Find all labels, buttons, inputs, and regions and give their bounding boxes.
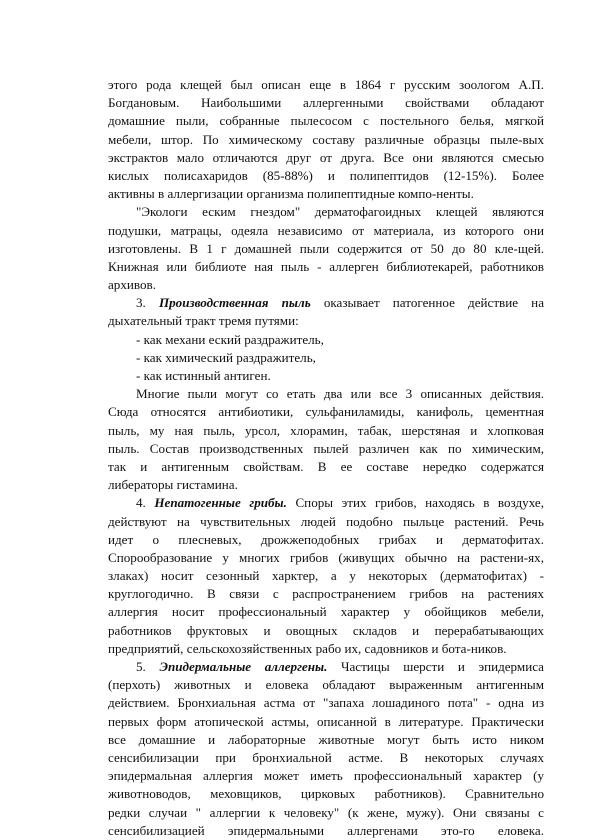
text-line: пыль, му ная пыль, урсол, хлорамин, табак, шерстяная и хлопковая <box>108 422 544 438</box>
text-line: действием. Бронхиальная астма от "запаха лошадиного пота" - одна из <box>108 695 544 711</box>
text-line: редки случаи " аллергии к человеку" (к жене, мужу). Они связаны с <box>108 804 544 820</box>
section-text: Частицы шерсти и эпидермиса <box>327 659 544 674</box>
text-line: Многие пыли могут со етать два или все 3 описанных действия. <box>136 386 544 402</box>
text-line: "Экологи еским гнездом" дерматофагоидных клещей являются <box>136 204 544 220</box>
section-text: Споры этих грибов, находясь в воздухе, <box>286 495 545 511</box>
text-line <box>108 294 544 312</box>
text-line: круглогодично. В связи с распространением грибов на растениях <box>108 586 544 602</box>
text-line: идет о плесневых, дрожжеподобных грибах и дерматофитах. <box>108 531 544 547</box>
section-number: 5. <box>136 659 160 674</box>
text-line: дыхательный тракт тремя путями: <box>108 313 299 329</box>
text-line: пыль. Состав производственных пылей различен как по химическим, <box>108 440 544 456</box>
text-line: подушки, матрацы, одеяла независимо от материала, из которого они <box>108 222 544 238</box>
text-line: так и антигенным свойствам. В ее составе нередко содержатся <box>108 458 544 474</box>
section-heading: Эпидермальные аллергены. <box>159 659 328 674</box>
text-line: аллергия носит профессиональный характер у обойщиков мебели, <box>108 604 544 620</box>
text-line: сенсибилизации при бронхиальной астме. В некоторых случаях <box>108 749 544 765</box>
text-line: действуют на чувствительных людей подобно пыльце растений. Речь <box>108 513 544 529</box>
text-line: экстрактов мало отличаются друг от друга. Все они являются смесью <box>108 149 544 165</box>
text-line: Богдановым. Наибольшими аллергенными свойствами обладают <box>108 95 544 111</box>
text-line: изготовлены. В 1 г домашней пыли содержится от 50 до 80 кле-щей. <box>108 240 544 256</box>
text-line: первых форм атопической астмы, описанной в литературе. Практически <box>108 713 544 729</box>
text-line: предприятий, сельскохозяйственных рабо их, садовников и бота-ников. <box>108 640 507 656</box>
text-line: - как истинный антиген. <box>136 368 271 383</box>
text-line: либераторы гистамина. <box>108 477 238 493</box>
text-line: архивов. <box>108 277 157 293</box>
section-heading: Непатогенные грибы. <box>154 495 287 511</box>
text-line: Спорообразование у многих грибов (живущих обычно на растени-ях, <box>108 549 544 565</box>
text-line: этого рода клещей был описан еще в 1864 г русским зоологом А.П. <box>108 77 544 92</box>
text-line: все домашние и лабораторные животные могут быть исто ником <box>108 731 544 747</box>
section-heading: Производственная пыль <box>158 295 311 311</box>
text-line: кислых полисахаридов (85-88%) и полипептидов (12-15%). Более <box>108 167 544 183</box>
text-line: Книжная или библиоте ная пыль - аллерген библиотекарей, работников <box>108 258 544 274</box>
text-line: мебели, штор. По химическому составу различные образцы пыле-вых <box>108 131 544 147</box>
text-line: злаках) носит сезонный харктер, а у некоторых (дерматофитах) - <box>108 568 544 584</box>
text-line: сенсибилизацией эпидермальными аллергенами это-го еловека. <box>108 822 544 838</box>
text-line: Сюда относятся антибиотики, сульфаниламиды, канифоль, цементная <box>108 404 544 420</box>
text-line: (перхоть) животных и еловека обладают выраженным антигенным <box>108 677 544 693</box>
text-line <box>108 658 544 676</box>
text-line: эпидермальная аллергия может иметь профессиональный характер (у <box>108 768 544 784</box>
section-text: оказывает патогенное действие на <box>310 295 545 311</box>
text-line: - как механи еский раздражитель, <box>136 331 324 347</box>
text-line <box>108 494 544 512</box>
text-line: активны в аллергизации организма полипептидные компо-ненты. <box>108 186 474 202</box>
text-line: - как химический раздражитель, <box>136 349 316 365</box>
body-text <box>108 76 544 840</box>
text-line: работников фруктовых и овощных складов и перерабатывающих <box>108 622 544 638</box>
section-number: 4. <box>136 495 155 511</box>
section-number: 3. <box>136 295 159 311</box>
text-line: животноводов, меховщиков, цирковых работников). Сравнительно <box>108 786 544 802</box>
text-line: домашние пыли, собранные пылесосом с постельного белья, мягкой <box>108 113 544 129</box>
